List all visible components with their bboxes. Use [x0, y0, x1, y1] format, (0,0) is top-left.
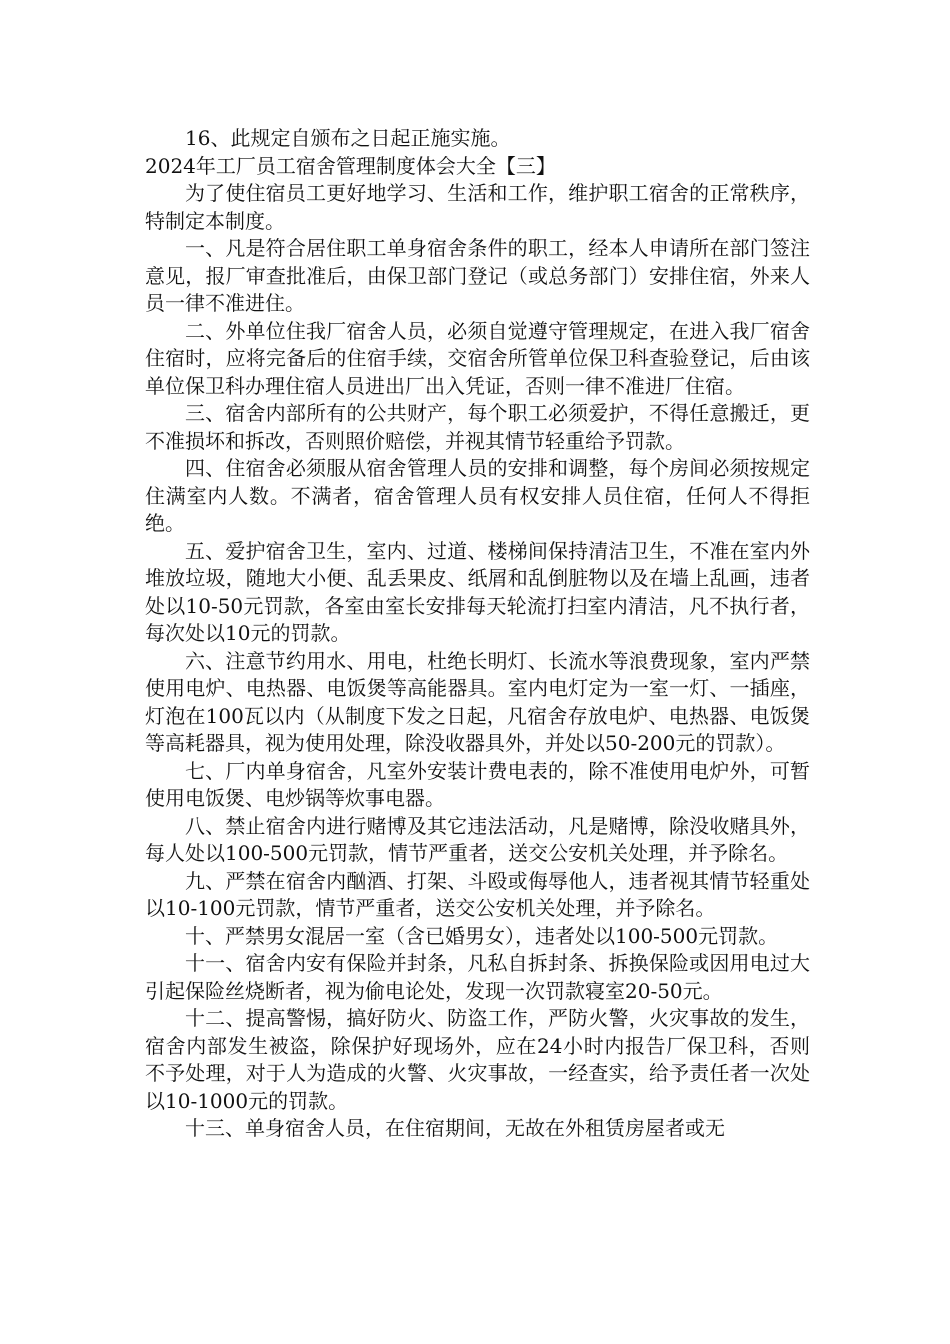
rule-11: 十一、宿舍内安有保险并封条，凡私自拆封条、拆换保险或因用电过大引起保险丝烧断者，视为偷电论处，发现一次罚款寝室20-50元。	[145, 951, 810, 1003]
rule-6: 六、注意节约用水、用电，杜绝长明灯、长流水等浪费现象，室内严禁使用电炉、电热器、电饭煲等高能器具。室内电灯定为一室一灯、一插座，灯泡在100瓦以内（从制度下发之日起，凡宿舍存放电炉、电热器、电饭煲等高耗器具，视为使用处理，除没收器具外，并处以50-200元的罚款）。	[145, 648, 810, 755]
document-body	[145, 125, 810, 1143]
section-heading: 2024年工厂员工宿舍管理制度体会大全【三】	[145, 153, 556, 178]
rule-3: 三、宿舍内部所有的公共财产，每个职工必须爱护，不得任意搬迁，更不准损坏和拆改，否则照价赔偿，并视其情节轻重给予罚款。	[145, 401, 810, 453]
rule-5: 五、爱护宿舍卫生，室内、过道、楼梯间保持清洁卫生，不准在室内外堆放垃圾，随地大小便、乱丢果皮、纸屑和乱倒脏物以及在墙上乱画，违者处以10-50元罚款，各室由室长安排每天轮流打扫室内清洁，凡不执行者，每次处以10元的罚款。	[145, 538, 810, 645]
rule-12: 十二、提高警惕，搞好防火、防盗工作，严防火警，火灾事故的发生，宿舍内部发生被盗，除保护好现场外，应在24小时内报告厂保卫科，否则不予处理，对于人为造成的火警、火灾事故，一经查实，给予责任者一次处以10-1000元的罚款。	[145, 1006, 810, 1113]
rule-16: 16、此规定自颁布之日起正施实施。	[185, 126, 511, 150]
rule-4: 四、住宿舍必须服从宿舍管理人员的安排和调整，每个房间必须按规定住满室内人数。不满者，宿舍管理人员有权安排人员住宿，任何人不得拒绝。	[145, 456, 810, 535]
rule-7: 七、厂内单身宿舍，凡室外安装计费电表的，除不准使用电炉外，可暂使用电饭煲、电炒锅等炊事电器。	[145, 758, 810, 810]
rule-10: 十、严禁男女混居一室（含已婚男女），违者处以100-500元罚款。	[185, 923, 779, 948]
intro-paragraph: 为了使住宿员工更好地学习、生活和工作，维护职工宿舍的正常秩序，特制定本制度。	[145, 181, 810, 233]
rule-1: 一、凡是符合居住职工单身宿舍条件的职工，经本人申请所在部门签注意见，报厂审查批准后，由保卫部门登记（或总务部门）安排住宿，外来人员一律不准进住。	[145, 236, 810, 315]
rule-2: 二、外单位住我厂宿舍人员，必须自觉遵守管理规定，在进入我厂宿舍住宿时，应将完备后的住宿手续，交宿舍所管单位保卫科查验登记，后由该单位保卫科办理住宿人员进出厂出入凭证，否则一律不准进厂住宿。	[145, 318, 810, 398]
rule-13: 十三、单身宿舍人员，在住宿期间，无故在外租赁房屋者或无	[185, 1116, 725, 1140]
rule-8: 八、禁止宿舍内进行赌博及其它违法活动，凡是赌博，除没收赌具外，每人处以100-500元罚款，情节严重者，送交公安机关处理，并予除名。	[145, 813, 810, 865]
rule-9: 九、严禁在宿舍内酗酒、打架、斗殴或侮辱他人，违者视其情节轻重处以10-100元罚款，情节严重者，送交公安机关处理，并予除名。	[145, 868, 810, 920]
